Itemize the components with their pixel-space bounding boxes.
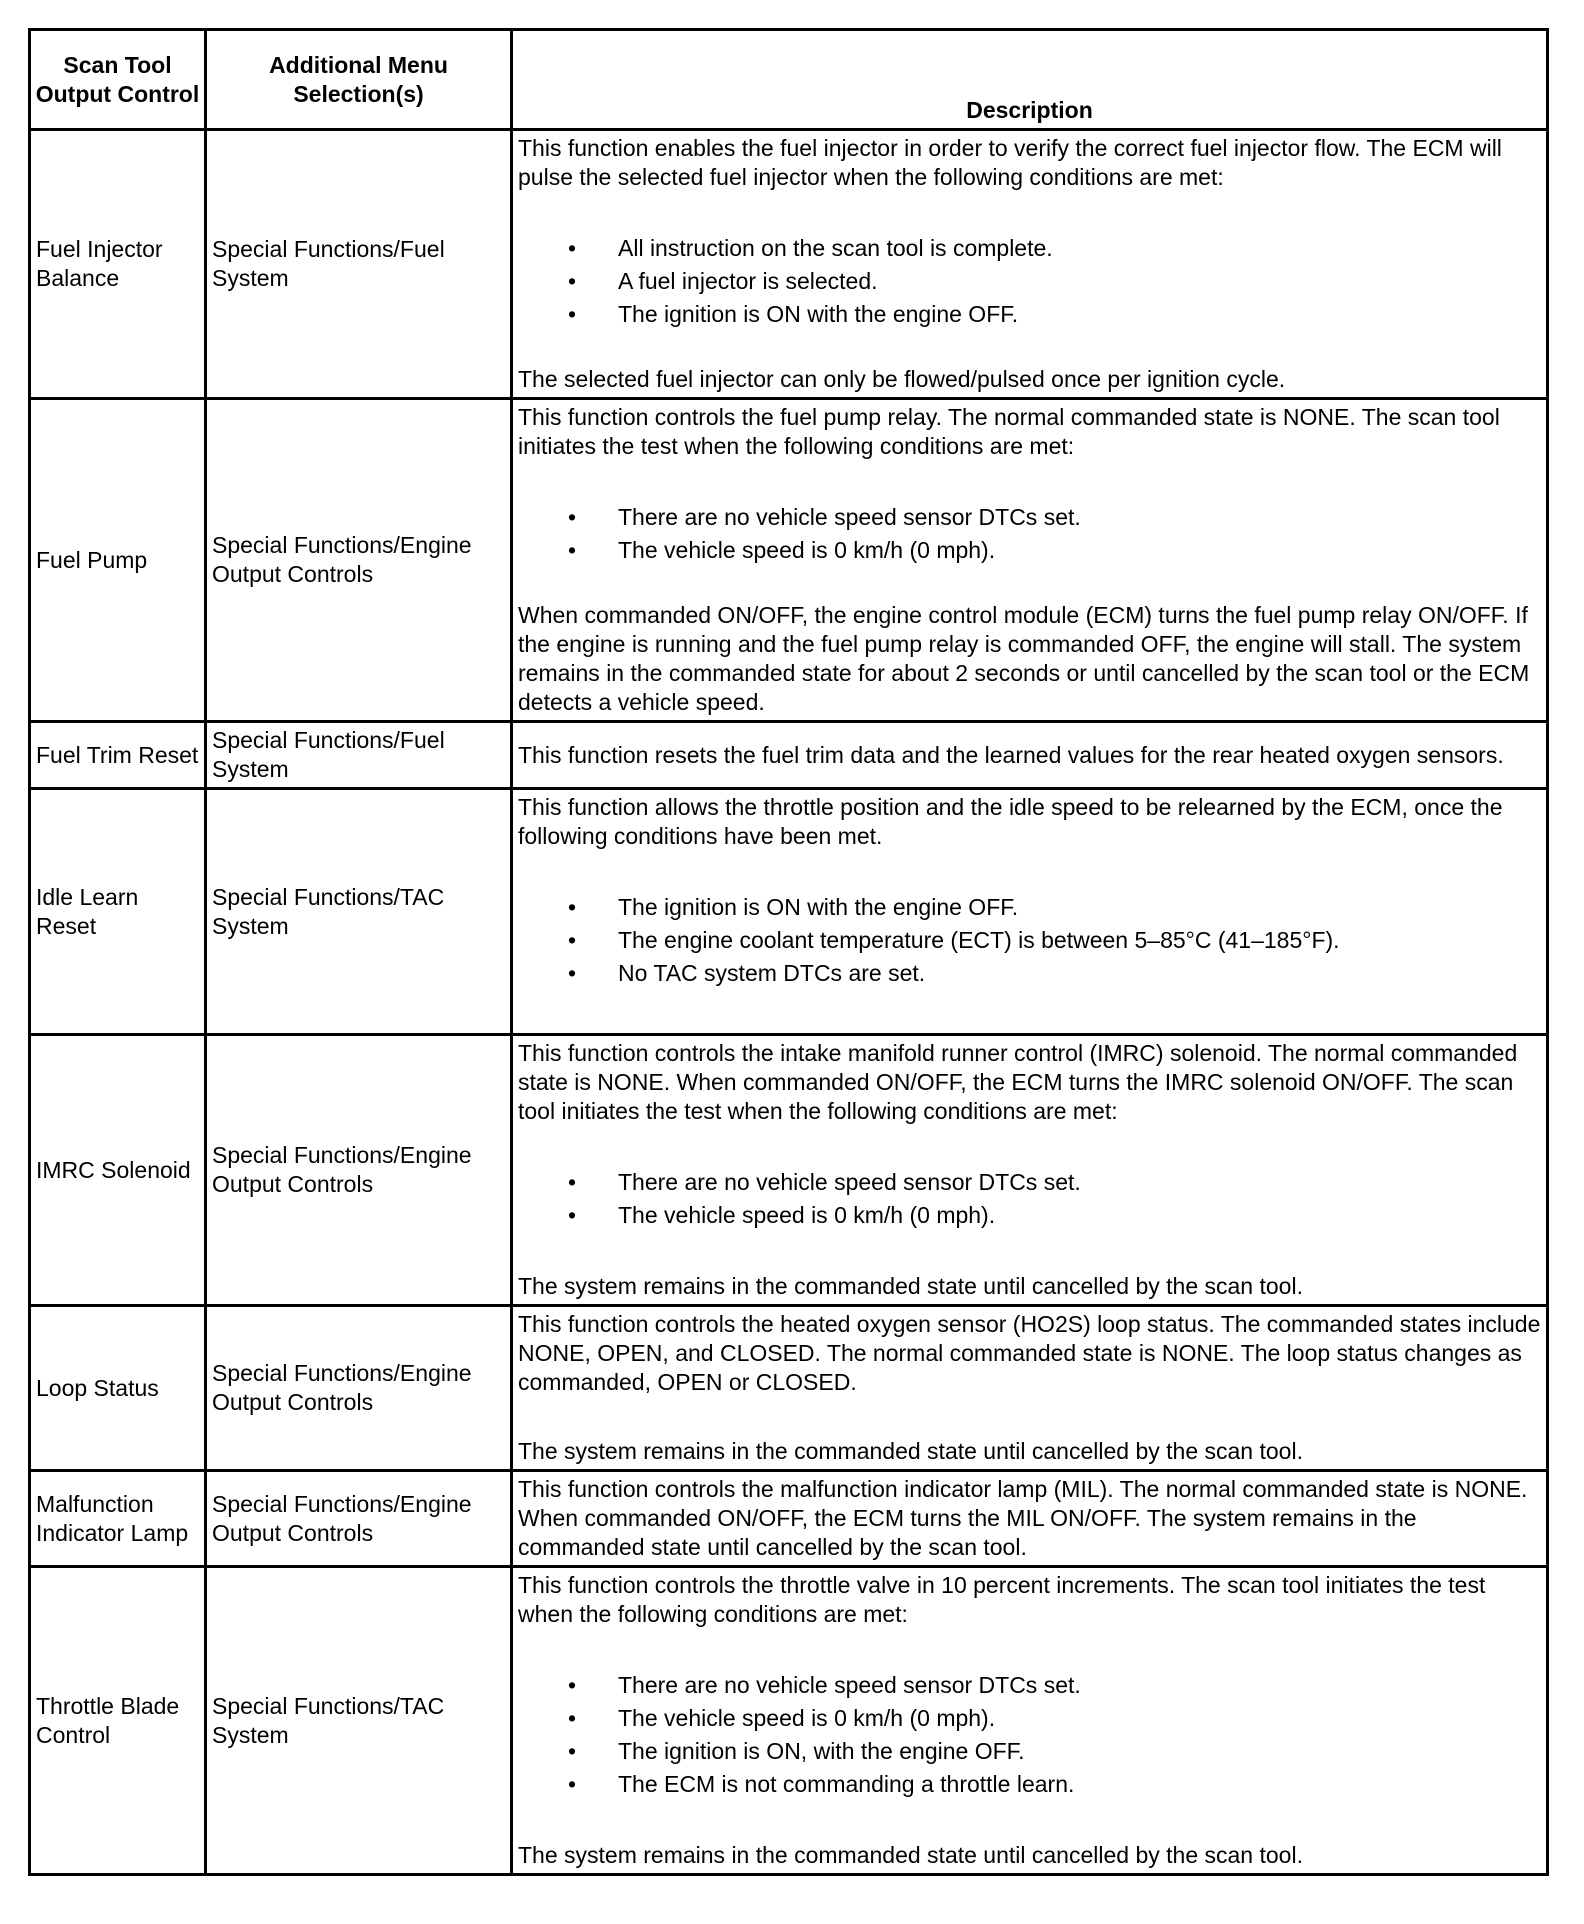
condition-item: • There are no vehicle speed sensor DTCs set. bbox=[518, 1669, 1541, 1702]
condition-item: • The ECM is not commanding a throttle learn. bbox=[518, 1768, 1541, 1801]
condition-item: • The ignition is ON, with the engine OFF. bbox=[518, 1735, 1541, 1768]
condition-item: • No TAC system DTCs are set. bbox=[518, 957, 1541, 990]
condition-list bbox=[518, 232, 1541, 331]
description-outro: The system remains in the commanded state until cancelled by the scan tool. bbox=[518, 1438, 1303, 1464]
condition-item: • The vehicle speed is 0 km/h (0 mph). bbox=[518, 534, 1541, 567]
condition-item: • There are no vehicle speed sensor DTCs set. bbox=[518, 1166, 1541, 1199]
header-description: Description bbox=[512, 30, 1548, 130]
control-cell: Idle Learn Reset bbox=[30, 789, 206, 1035]
header-additional-menu-selections: Additional Menu Selection(s) bbox=[206, 30, 512, 130]
description-intro: This function enables the fuel injector in order to verify the correct fuel injector flow. The ECM will pulse the selected fuel injector when the following conditions are met: bbox=[518, 135, 1502, 190]
description-outro: When commanded ON/OFF, the engine control module (ECM) turns the fuel pump relay ON/OFF. If the engine is running and the fuel pump relay is commanded OFF, the engine will stall. The system remains in the commanded state for about 2 seconds or until cancelled by the scan tool or the ECM detects a vehicle speed. bbox=[518, 602, 1530, 715]
condition-item: • All instruction on the scan tool is complete. bbox=[518, 232, 1541, 265]
condition-item: • The ignition is ON with the engine OFF. bbox=[518, 891, 1541, 924]
description-cell bbox=[512, 1471, 1548, 1567]
description-cell bbox=[512, 722, 1548, 789]
table-row bbox=[30, 1035, 1548, 1306]
output-controls-table bbox=[28, 28, 1549, 1876]
condition-list bbox=[518, 501, 1541, 567]
condition-list bbox=[518, 891, 1541, 990]
condition-list bbox=[518, 1669, 1541, 1801]
table-row bbox=[30, 1306, 1548, 1471]
table-row bbox=[30, 1567, 1548, 1875]
description-outro: The system remains in the commanded state until cancelled by the scan tool. bbox=[518, 1842, 1303, 1868]
control-cell: Fuel Pump bbox=[30, 399, 206, 722]
scan-tool-output-controls-document bbox=[28, 28, 1546, 1876]
description-outro: The selected fuel injector can only be flowed/pulsed once per ignition cycle. bbox=[518, 366, 1286, 392]
description-cell bbox=[512, 1567, 1548, 1875]
header-scan-tool-output-control: Scan Tool Output Control bbox=[30, 30, 206, 130]
description-intro: This function controls the heated oxygen sensor (HO2S) loop status. The commanded states include NONE, OPEN, and CLOSED. The normal commanded state is NONE. The loop status changes as commanded, OPEN or CLOSED. bbox=[518, 1311, 1541, 1395]
control-cell: IMRC Solenoid bbox=[30, 1035, 206, 1306]
description-intro: This function controls the throttle valve in 10 percent increments. The scan tool initiates the test when the following conditions are met: bbox=[518, 1572, 1486, 1627]
control-cell: Loop Status bbox=[30, 1306, 206, 1471]
menu-cell: Special Functions/Engine Output Controls bbox=[206, 399, 512, 722]
menu-cell: Special Functions/Fuel System bbox=[206, 722, 512, 789]
table-row bbox=[30, 399, 1548, 722]
menu-cell: Special Functions/Engine Output Controls bbox=[206, 1306, 512, 1471]
menu-cell: Special Functions/TAC System bbox=[206, 789, 512, 1035]
description-intro: This function controls the intake manifold runner control (IMRC) solenoid. The normal commanded state is NONE. When commanded ON/OFF, the ECM turns the IMRC solenoid ON/OFF. The scan tool initiates the test when the following conditions are met: bbox=[518, 1040, 1518, 1124]
control-cell: Fuel Trim Reset bbox=[30, 722, 206, 789]
condition-item: • The vehicle speed is 0 km/h (0 mph). bbox=[518, 1702, 1541, 1735]
description-intro: This function controls the malfunction indicator lamp (MIL). The normal commanded state is NONE. When commanded ON/OFF, the ECM turns the MIL ON/OFF. The system remains in the commanded state until cancelled by the scan tool. bbox=[518, 1476, 1528, 1560]
menu-cell: Special Functions/Fuel System bbox=[206, 130, 512, 399]
menu-cell: Special Functions/Engine Output Controls bbox=[206, 1471, 512, 1567]
condition-item: • A fuel injector is selected. bbox=[518, 265, 1541, 298]
description-cell bbox=[512, 1306, 1548, 1471]
description-intro: This function resets the fuel trim data and the learned values for the rear heated oxygen sensors. bbox=[518, 741, 1504, 768]
menu-cell: Special Functions/Engine Output Controls bbox=[206, 1035, 512, 1306]
condition-item: • The vehicle speed is 0 km/h (0 mph). bbox=[518, 1199, 1541, 1232]
description-cell bbox=[512, 789, 1548, 1035]
table-row bbox=[30, 130, 1548, 399]
control-cell: Fuel Injector Balance bbox=[30, 130, 206, 399]
condition-item: • There are no vehicle speed sensor DTCs set. bbox=[518, 501, 1541, 534]
header-row bbox=[30, 30, 1548, 130]
condition-item: • The ignition is ON with the engine OFF. bbox=[518, 298, 1541, 331]
menu-cell: Special Functions/TAC System bbox=[206, 1567, 512, 1875]
description-cell bbox=[512, 1035, 1548, 1306]
condition-item: • The engine coolant temperature (ECT) is between 5–85°C (41–185°F). bbox=[518, 924, 1541, 957]
table-row bbox=[30, 1471, 1548, 1567]
control-cell: Throttle Blade Control bbox=[30, 1567, 206, 1875]
table-row bbox=[30, 722, 1548, 789]
table-row bbox=[30, 789, 1548, 1035]
description-intro: This function allows the throttle position and the idle speed to be relearned by the ECM, once the following conditions have been met. bbox=[518, 794, 1503, 849]
description-cell bbox=[512, 130, 1548, 399]
description-outro: The system remains in the commanded state until cancelled by the scan tool. bbox=[518, 1273, 1303, 1299]
description-cell bbox=[512, 399, 1548, 722]
description-intro: This function controls the fuel pump relay. The normal commanded state is NONE. The scan tool initiates the test when the following conditions are met: bbox=[518, 404, 1500, 459]
control-cell: Malfunction Indicator Lamp bbox=[30, 1471, 206, 1567]
condition-list bbox=[518, 1166, 1541, 1232]
